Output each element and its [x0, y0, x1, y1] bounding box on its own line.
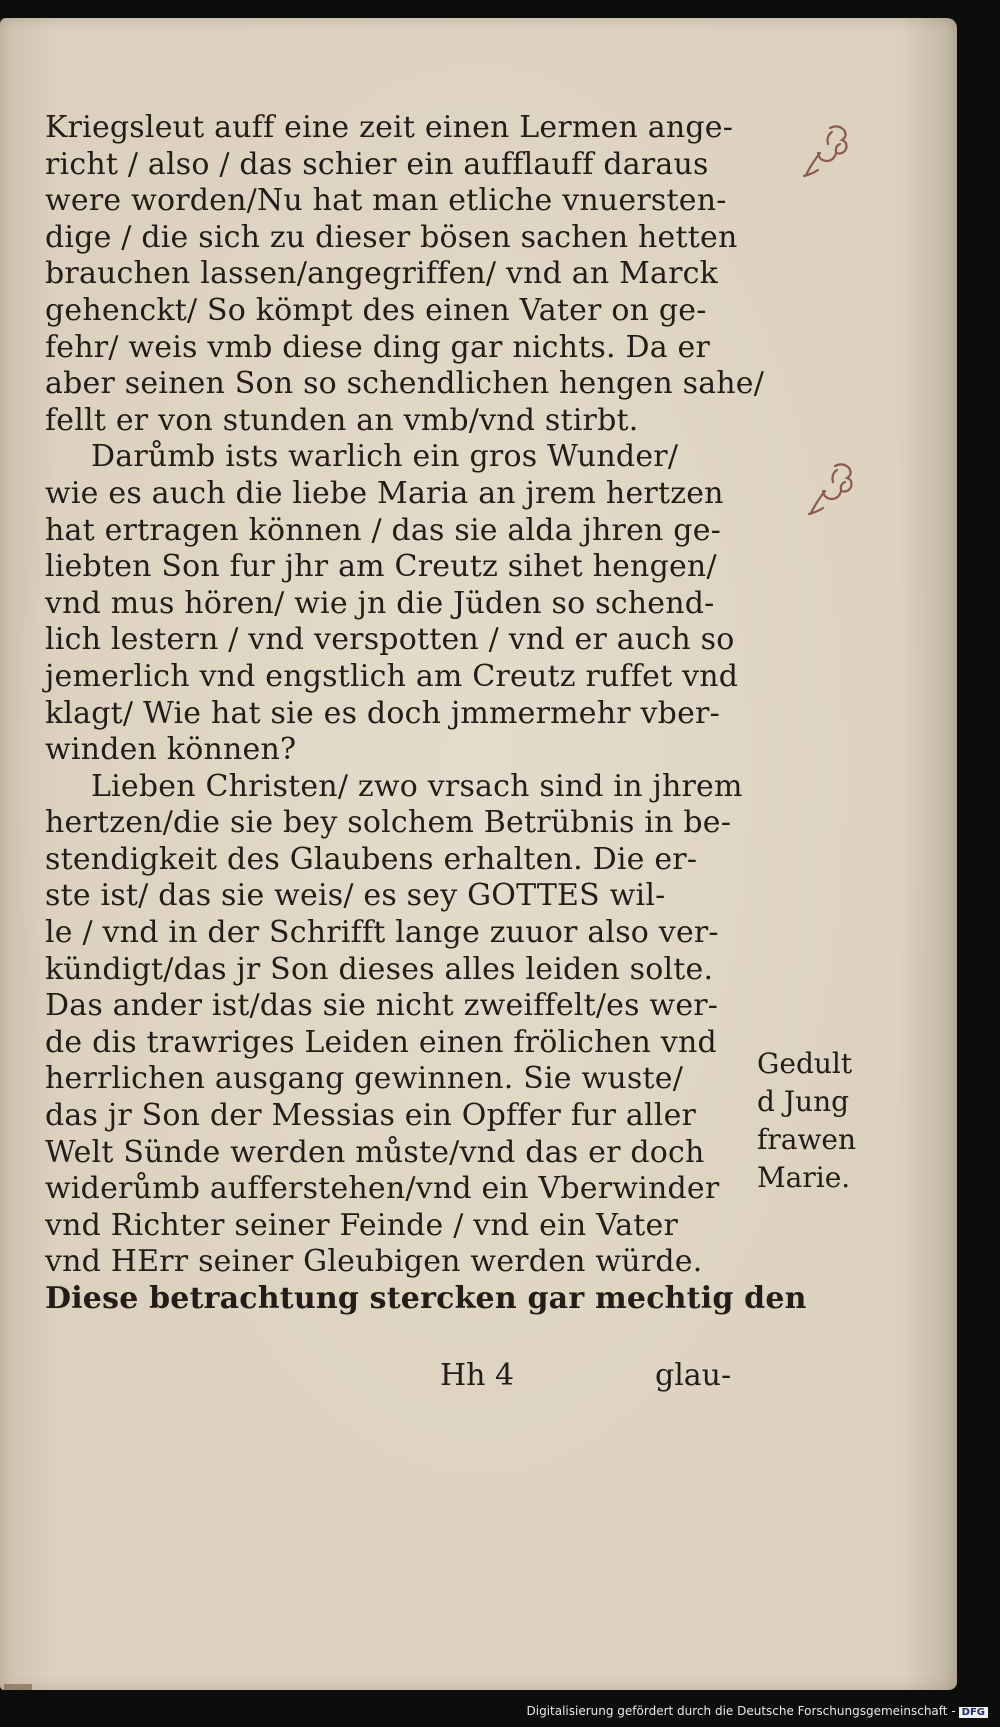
text-line: vnd mus hören/ wie jn die Jüden so schend- [45, 585, 715, 621]
text-line: klagt/ Wie hat sie es doch jmmermehr vber- [45, 695, 720, 731]
text-line: das jr Son der Messias ein Opffer fur aller [45, 1098, 697, 1134]
text-line: vnd HErr seiner Gleubigen werden würde. [45, 1244, 703, 1280]
digitization-credit [527, 1704, 989, 1718]
text-line: lich lestern / vnd verspotten / vnd er auch so [45, 622, 735, 658]
text-line: Welt Sünde werden můste/vnd das er doch [45, 1134, 705, 1170]
text-line: jemerlich vnd engstlich am Creutz ruffet vnd [45, 658, 739, 694]
text-line: ste ist/ das sie weis/ es sey GOTTES wil- [45, 878, 666, 914]
text-line: le / vnd in der Schrifft lange zuuor also ver- [45, 915, 719, 951]
text-line: Diese betrachtung stercken gar mechtig den [45, 1281, 807, 1316]
text-line: hat ertragen können / das sie alda jhren ge- [45, 512, 722, 548]
text-line: richt / also / das schier ein aufflauff daraus [45, 146, 709, 182]
text-line: dige / die sich zu dieser bösen sachen hetten [45, 219, 738, 255]
text-line: Das ander ist/das sie nicht zweiffelt/es wer- [45, 988, 719, 1024]
text-line: vnd Richter seiner Feinde / vnd ein Vater [45, 1207, 679, 1243]
manicule-hand-icon [790, 118, 870, 198]
credit-text: Digitalisierung gefördert durch die Deutsche Forschungsgemeinschaft - [526, 1704, 956, 1718]
margin-note-line: d Jung [757, 1085, 850, 1118]
text-line: fellt er von stunden an vmb/vnd stirbt. [45, 402, 639, 438]
text-line: widerůmb aufferstehen/vnd ein Vberwinder [45, 1171, 720, 1207]
text-line: fehr/ weis vmb diese ding gar nichts. Da er [45, 329, 711, 365]
margin-note-line: Gedult [757, 1047, 853, 1080]
text-line: were worden/Nu hat man etliche vnuersten- [45, 183, 727, 219]
text-line: Kriegsleut auff eine zeit einen Lermen ange- [45, 110, 734, 145]
text-line: liebten Son fur jhr am Creutz sihet hengen/ [45, 549, 717, 585]
margin-note-line: frawen [757, 1123, 857, 1156]
text-line: aber seinen Son so schendlichen hengen sahe/ [45, 366, 765, 402]
text-line: hertzen/die sie bey solchem Betrübnis in be- [45, 805, 732, 841]
page-footer-line [0, 1358, 1000, 1398]
signature-mark: Hh 4 [440, 1358, 515, 1393]
text-line: stendigkeit des Glaubens erhalten. Die er- [45, 841, 698, 877]
text-line: brauchen lassen/angegriffen/ vnd an Marck [45, 256, 719, 292]
margin-note-line: Marie. [757, 1161, 851, 1194]
text-line: Darůmb ists warlich ein gros Wunder/ [91, 439, 679, 475]
catchword: glau- [655, 1358, 732, 1393]
text-line: herrlichen ausgang gewinnen. Sie wuste/ [45, 1061, 684, 1097]
manicule-hand-icon [795, 456, 875, 536]
text-line: wie es auch die liebe Maria an jrem hertzen [45, 475, 724, 511]
dfg-logo: DFG [959, 1707, 988, 1718]
text-line: Lieben Christen/ zwo vrsach sind in jhrem [91, 768, 743, 804]
text-line: winden können? [45, 732, 297, 768]
text-line: kündigt/das jr Son dieses alles leiden solte. [45, 951, 714, 987]
margin-note [757, 1045, 877, 1197]
book-page [0, 18, 957, 1690]
text-line: de dis trawriges Leiden einen frölichen vnd [45, 1024, 717, 1060]
text-line: gehenckt/ So kömpt des einen Vater on ge- [45, 292, 707, 328]
